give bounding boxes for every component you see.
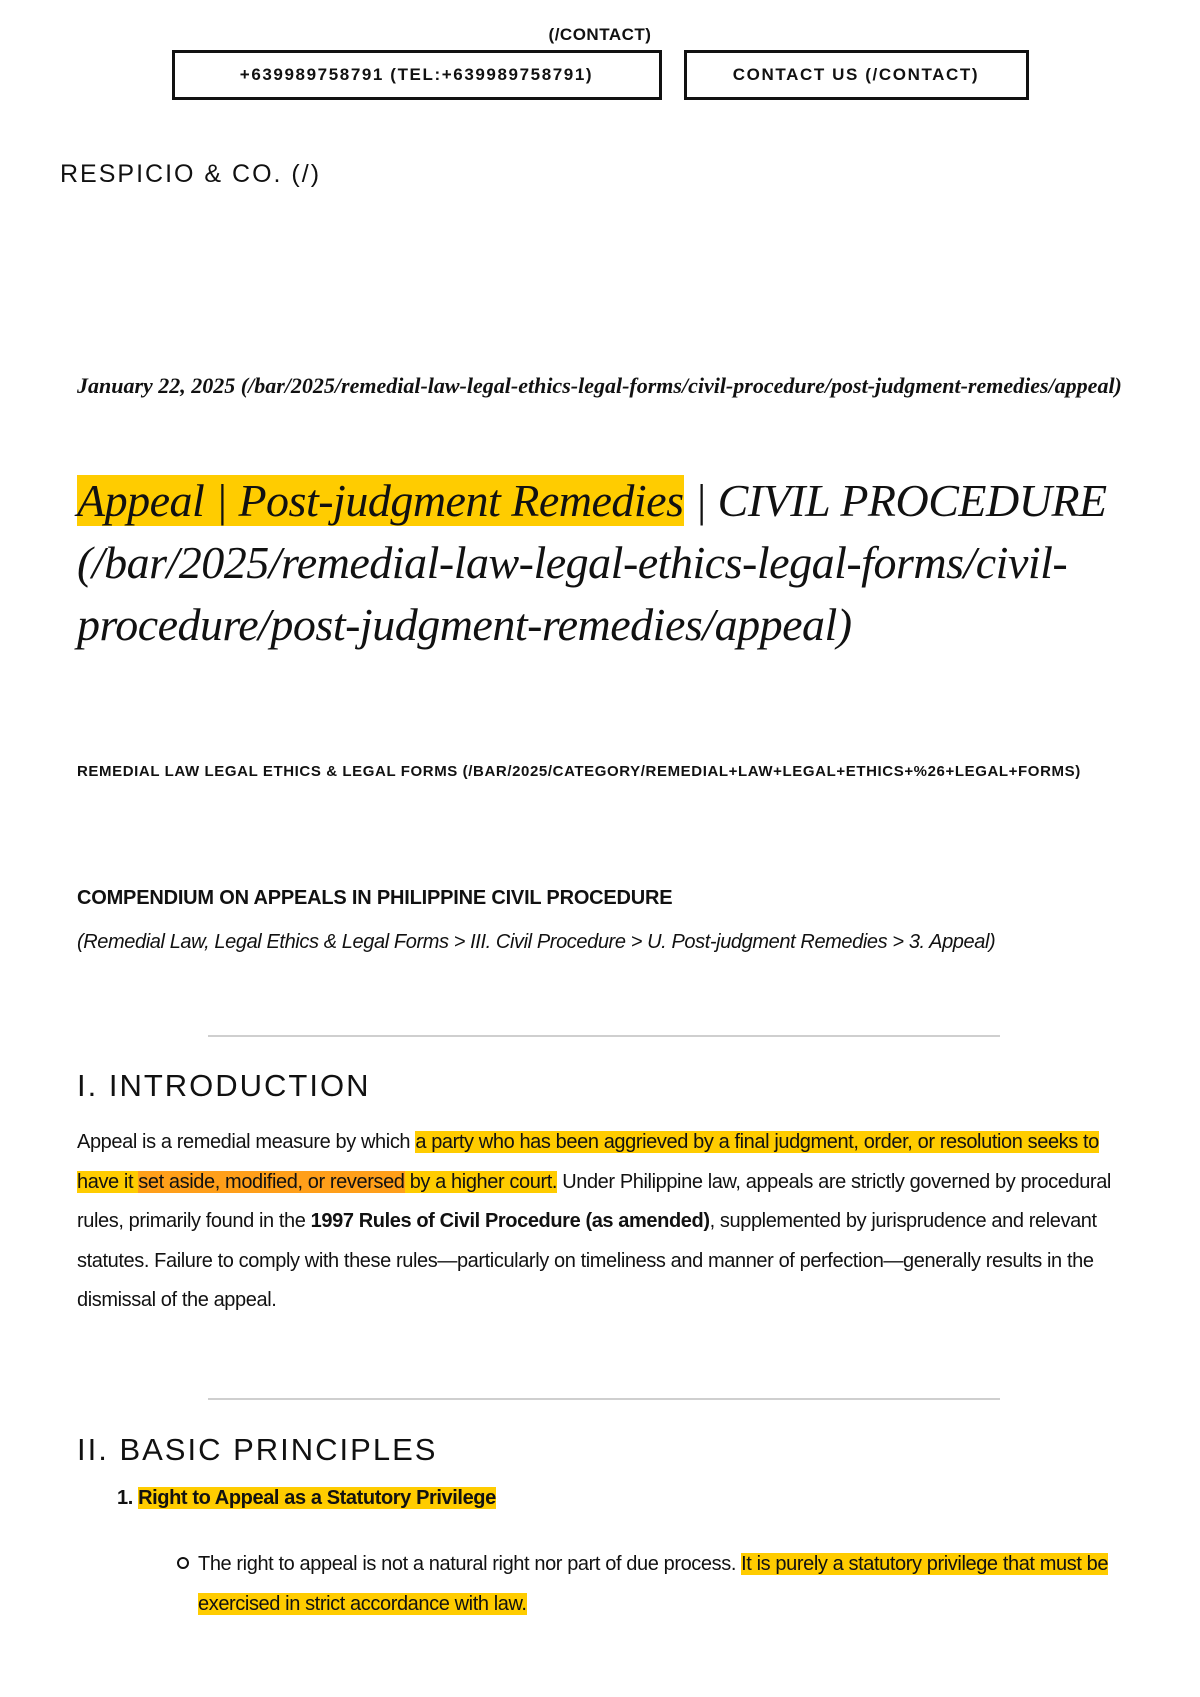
bullet-circle-icon — [177, 1557, 189, 1569]
divider — [208, 1035, 1000, 1037]
category-link[interactable]: REMEDIAL LAW LEGAL ETHICS & LEGAL FORMS (/BAR/2025/CATEGORY/REMEDIAL+LAW+LEGAL+ETHICS+%26+LEGAL+FORMS) — [77, 763, 1081, 780]
sub-text-part: The right to appeal is not a natural right nor part of due process. — [198, 1553, 742, 1575]
title-highlight: Appeal | Post-judgment Remedies — [77, 475, 684, 526]
list-item-text — [198, 1545, 1128, 1624]
brand-logo-link[interactable]: RESPICIO & CO. (/) — [60, 160, 322, 188]
page-title[interactable] — [77, 470, 1127, 656]
breadcrumb: (Remedial Law, Legal Ethics & Legal Forms > III. Civil Procedure > U. Post-judgment Remedies > 3. Appeal) — [77, 931, 996, 953]
list-number: 1. — [117, 1487, 133, 1509]
intro-paragraph — [77, 1123, 1127, 1321]
contact-top-link[interactable]: (/CONTACT) — [548, 25, 652, 44]
title-rest: | CIVIL PROCEDURE (/bar/2025/remedial-law-legal-ethics-legal-forms/civil-procedure/post-judgment-remedies/appeal) — [77, 475, 1107, 650]
intro-text-part: Appeal is a remedial measure by which — [77, 1131, 416, 1153]
divider — [208, 1398, 1000, 1400]
compendium-title: COMPENDIUM ON APPEALS IN PHILIPPINE CIVIL PROCEDURE — [77, 887, 673, 909]
intro-highlight-strong: set aside, modified, or reversed — [138, 1170, 405, 1193]
intro-text-part: , supplemented by jurisprudence and relevant statutes. Failure to comply with these rules—particularly on timeliness and manner of perfection—generally results in the dismissal of the appeal. — [77, 1210, 1097, 1311]
list-item-title-highlight: Right to Appeal as a Statutory Privilege — [138, 1487, 496, 1509]
header-buttons — [0, 50, 1200, 100]
intro-text-part: Under Philippine law, appeals are strictly governed by procedural rules, primarily found in the — [77, 1170, 1111, 1232]
section-heading-basic-principles: II. BASIC PRINCIPLES — [77, 1432, 438, 1467]
contact-us-button[interactable]: CONTACT US (/CONTACT) — [684, 50, 1029, 100]
phone-button[interactable]: +639989758791 (TEL:+639989758791) — [172, 50, 662, 100]
sub-text-highlight: It is purely a statutory privilege that must be exercised in strict accordance with law. — [198, 1553, 1109, 1615]
list-item-title — [117, 1487, 496, 1510]
intro-highlight: by a higher court. — [404, 1170, 558, 1193]
intro-bold-text: 1997 Rules of Civil Procedure (as amended) — [310, 1210, 710, 1232]
post-date-link[interactable]: January 22, 2025 (/bar/2025/remedial-law-legal-ethics-legal-forms/civil-procedure/post-judgment-remedies/appeal) — [77, 373, 1122, 398]
intro-highlight: a party who has been aggrieved by a final judgment, order, or resolution seeks to have it — [77, 1131, 1099, 1193]
section-heading-introduction: I. INTRODUCTION — [77, 1068, 371, 1103]
